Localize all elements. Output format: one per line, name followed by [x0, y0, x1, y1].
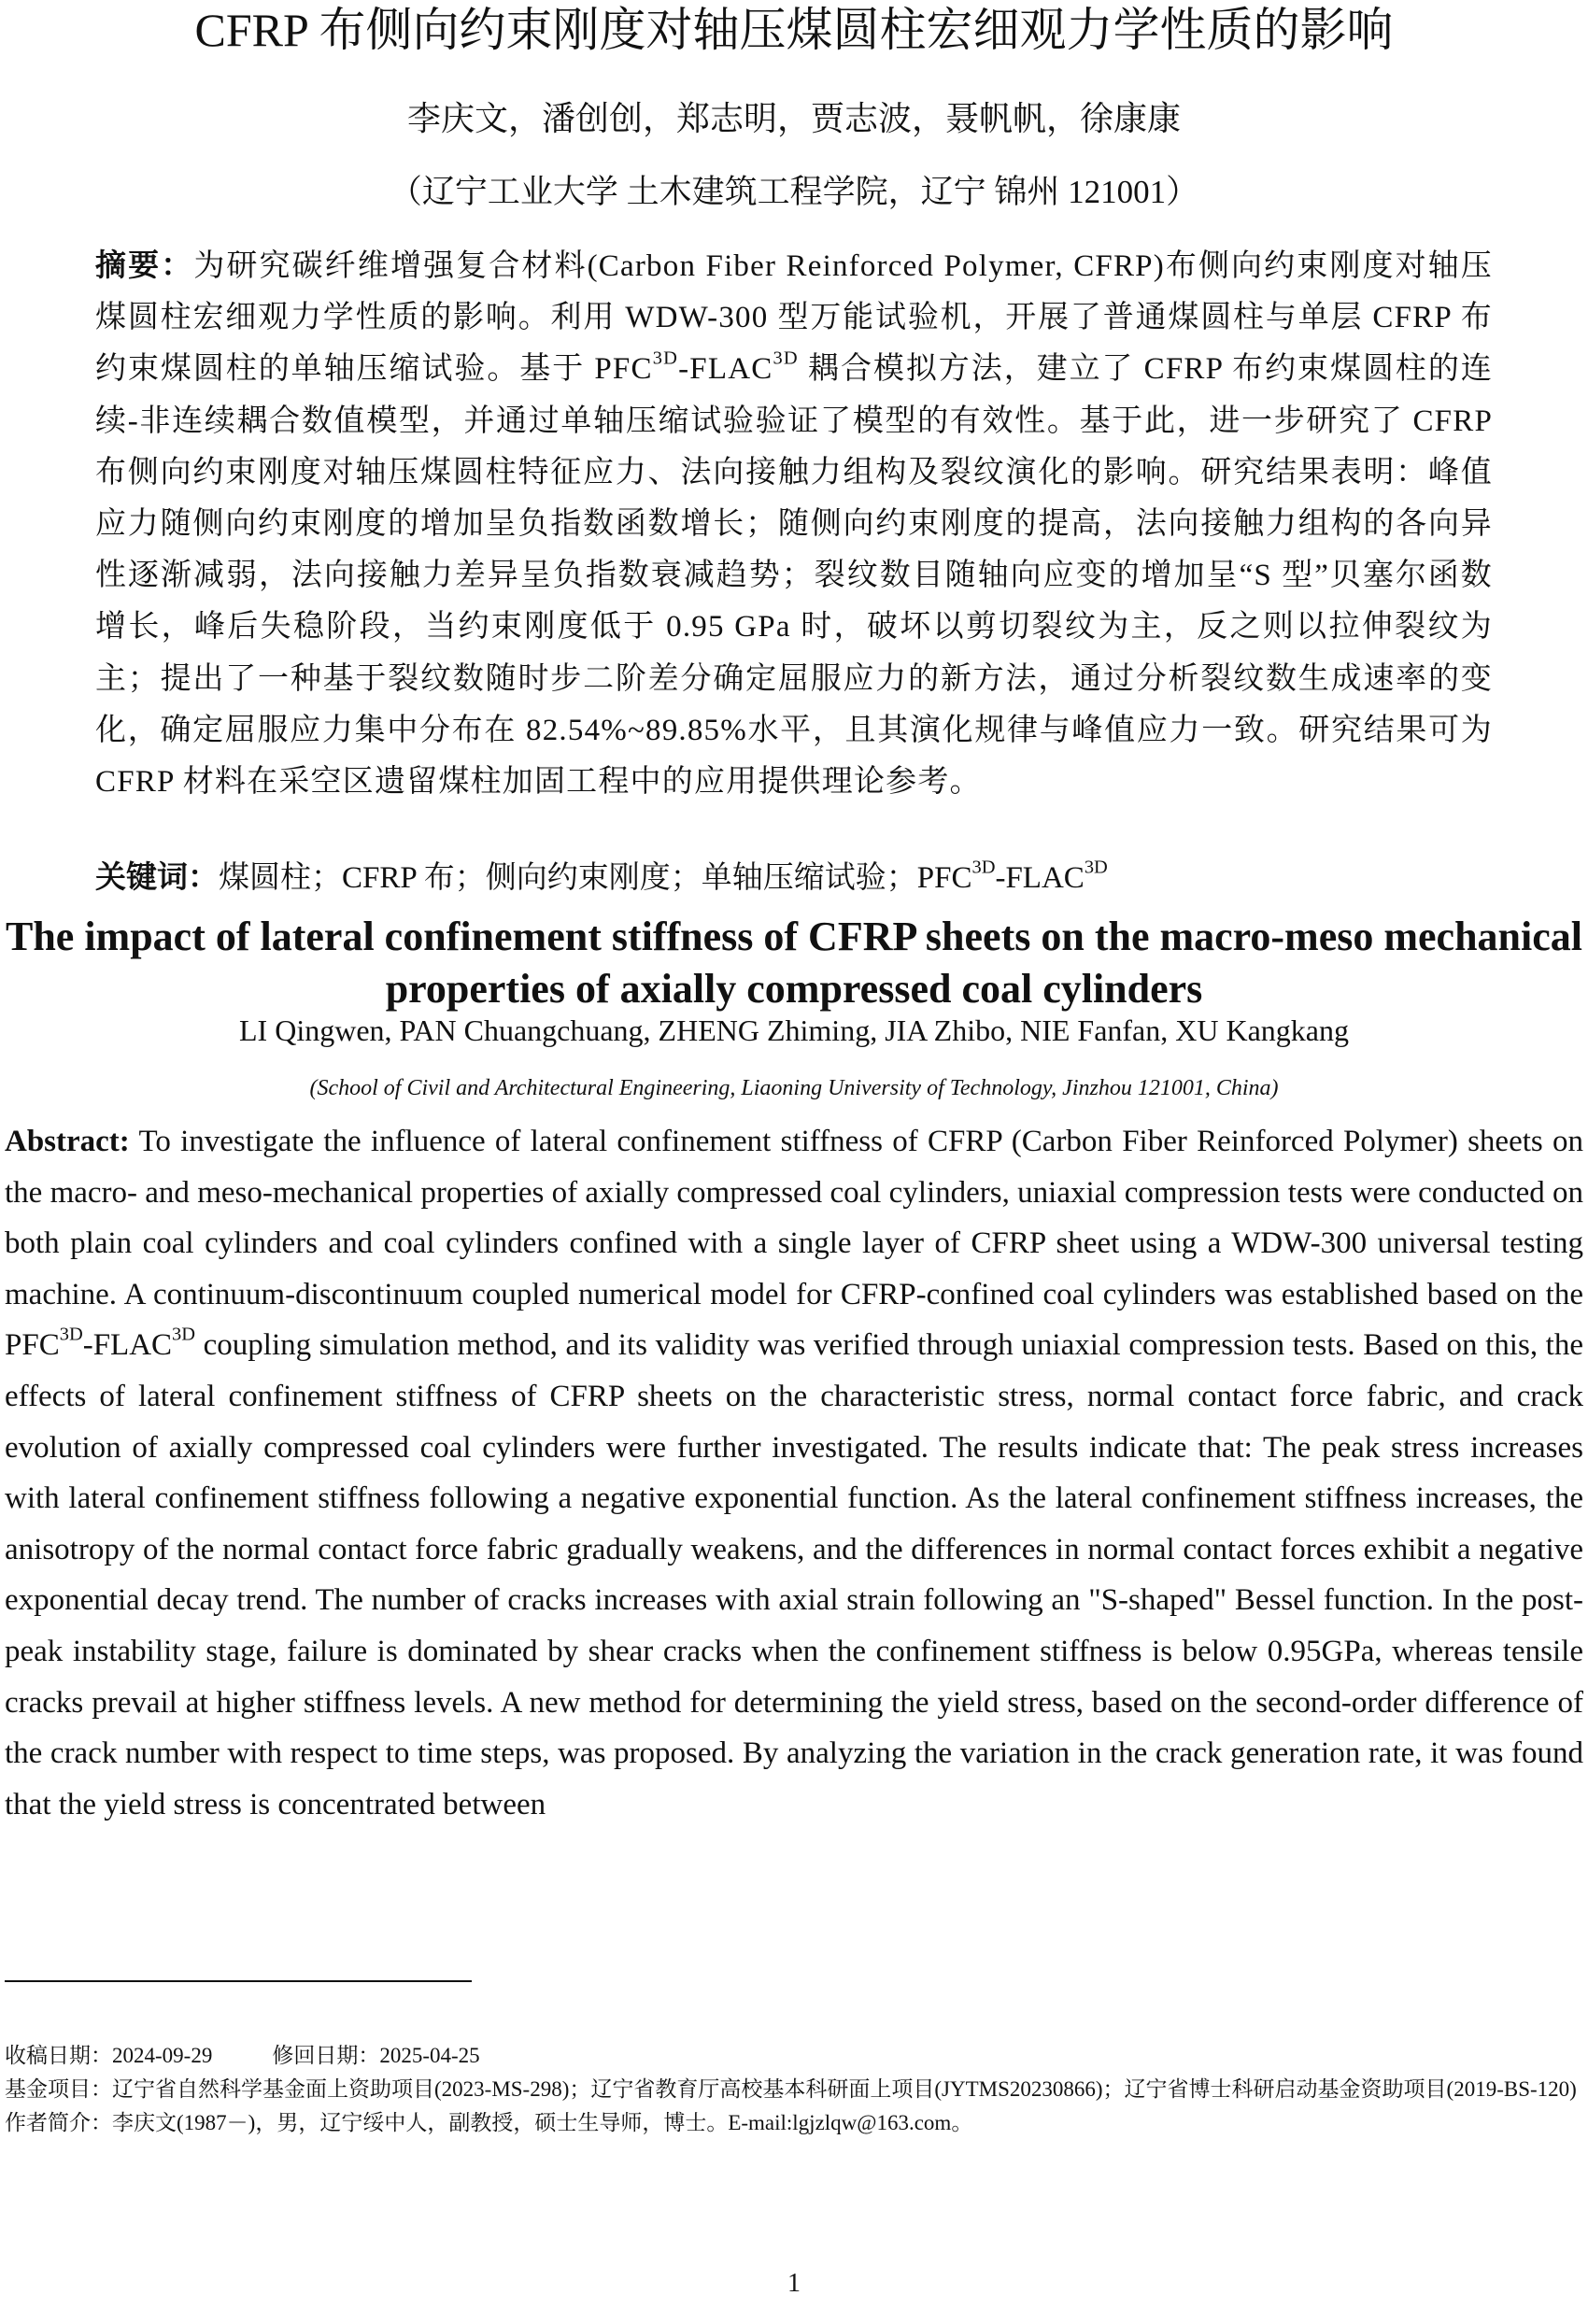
received-date: 2024-09-29	[112, 2044, 213, 2067]
chinese-keywords-text: 煤圆柱；CFRP 布；侧向约束刚度；单轴压缩试验；PFC	[219, 861, 972, 895]
received-dates	[5, 2039, 1583, 2073]
chinese-authors: 李庆文，潘创创，郑志明，贾志波，聂帆帆，徐康康	[406, 100, 1181, 137]
author-footnote	[5, 2106, 1583, 2140]
footnote-divider	[5, 1980, 472, 1982]
english-title: The impact of lateral confinement stiffness of CFRP sheets on the macro-meso mechanical properties of axially compressed coal cylinders	[5, 914, 1582, 1012]
chinese-abstract-text-2: -FLAC	[678, 352, 773, 387]
revised-date: 2025-04-25	[379, 2044, 480, 2067]
english-abstract-text-1: To investigate the influence of lateral confinement stiffness of CFRP (Carbon Fiber Reinforced Polymer) sheets on the macro- and meso-mechanical properties of axially compressed coal cylinders, uniaxial compression tests were conducted on both plain coal cylinders and coal cylinders confined with a single layer of CFRP sheet using a WDW-300 universal testing machine. A continuum-discontinuum coupled numerical model for CFRP-confined coal cylinders was established based on the PFC	[5, 1125, 1583, 1363]
fund-label: 基金项目：	[5, 2077, 112, 2101]
english-authors: LI Qingwen, PAN Chuangchuang, ZHENG Zhiming, JIA Zhibo, NIE Fanfan, XU Kangkang	[239, 1013, 1349, 1047]
english-abstract	[5, 1116, 1583, 1830]
author-label: 作者简介：	[5, 2111, 112, 2134]
chinese-keywords-sup-1: 3D	[971, 857, 996, 878]
chinese-abstract-sup-1: 3D	[652, 348, 679, 370]
english-abstract-text-3: coupling simulation method, and its validity was verified through uniaxial compression tests. Based on this, the effects of lateral confinement stiffness of CFRP sheets on the characteristic stress, normal contact force fabric, and crack evolution of axially compressed coal cylinders were further investigated. The results indicate that: The peak stress increases with lateral confinement stiffness following a negative exponential function. As the lateral confinement stiffness increases, the anisotropy of the normal contact force fabric gradually weakens, and the differences in normal contact forces exhibit a negative exponential decay trend. The number of cracks increases with axial strain following an "S-shaped" Bessel function. In the post-peak instability stage, failure is dominated by shear cracks when the confinement stiffness is below 0.95GPa, whereas tensile cracks prevail at higher stiffness levels. A new method for determining the yield stress, based on the second-order difference of the crack number with respect to time steps, was proposed. By analyzing the variation in the crack generation rate, it was found that the yield stress is concentrated between	[5, 1328, 1583, 1821]
english-abstract-sup-1: 3D	[59, 1325, 83, 1346]
chinese-abstract-label: 摘要：	[95, 249, 194, 283]
chinese-abstract	[95, 241, 1493, 808]
english-abstract-label: Abstract:	[5, 1125, 130, 1158]
chinese-keywords-mid: -FLAC	[995, 861, 1085, 895]
fund-footnote	[5, 2073, 1583, 2106]
english-abstract-text-2: -FLAC	[82, 1328, 173, 1363]
chinese-keywords-label: 关键词：	[95, 861, 219, 895]
english-affiliation: (School of Civil and Architectural Engineering, Liaoning University of Technology, Jinzhou 121001, China)	[309, 1076, 1279, 1100]
revised-label: 修回日期：	[272, 2044, 380, 2067]
chinese-title: CFRP 布侧向约束刚度对轴压煤圆柱宏细观力学性质的影响	[194, 4, 1394, 56]
chinese-keywords	[95, 857, 1493, 899]
chinese-keywords-sup-2: 3D	[1084, 857, 1108, 878]
chinese-abstract-text-3: 耦合模拟方法，建立了 CFRP 布约束煤圆柱的连续-非连续耦合数值模型，并通过单轴压缩试验验证了模型的有效性。基于此，进一步研究了 CFRP 布侧向约束刚度对轴压煤圆柱特征应力、法向接触力组构及裂纹演化的影响。研究结果表明：峰值应力随侧向约束刚度的增加呈负指数函数增长；随侧向约束刚度的提高，法向接触力组构的各向异性逐渐减弱，法向接触力差异呈负指数衰减趋势；裂纹数目随轴向应变的增加呈“S 型”贝塞尔函数增长，峰后失稳阶段，当约束刚度低于 0.95 GPa 时，破坏以剪切裂纹为主，反之则以拉伸裂纹为主；提出了一种基于裂纹数随时步二阶差分确定屈服应力的新方法，通过分析裂纹数生成速率的变化，确定屈服应力集中分布在 82.54%~89.85%水平，且其演化规律与峰值应力一致。研究结果可为 CFRP 材料在采空区遗留煤柱加固工程中的应用提供理论参考。	[95, 352, 1493, 800]
chinese-affiliation: （辽宁工业大学 土木建筑工程学院，辽宁 锦州 121001）	[389, 174, 1199, 210]
english-abstract-sup-2: 3D	[172, 1325, 196, 1346]
chinese-abstract-sup-2: 3D	[773, 348, 799, 370]
chinese-abstract-text-1: 为研究碳纤维增强复合材料(Carbon Fiber Reinforced Polymer, CFRP)布侧向约束刚度对轴压煤圆柱宏细观力学性质的影响。利用 WDW-300 型万能试验机，开展了普通煤圆柱与单层 CFRP 布约束煤圆柱的单轴压缩试验。基于 PFC	[95, 249, 1493, 387]
author-text: 李庆文(1987－)，男，辽宁绥中人，副教授，硕士生导师，博士。E-mail:lgjzlqw@163.com。	[112, 2111, 973, 2134]
page-number: 1	[787, 2269, 801, 2298]
fund-text: 辽宁省自然科学基金面上资助项目(2023-MS-298)；辽宁省教育厅高校基本科研面上项目(JYTMS20230866)；辽宁省博士科研启动基金资助项目(2019-BS-120)	[112, 2077, 1577, 2101]
received-label: 收稿日期：	[5, 2044, 112, 2067]
footnotes	[5, 2039, 1583, 2140]
